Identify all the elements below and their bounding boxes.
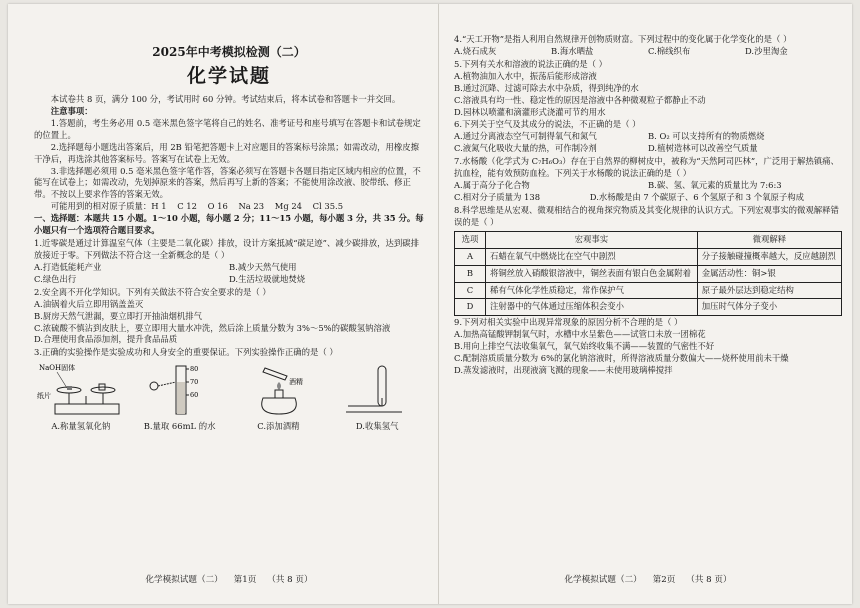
option: C.配制溶质质量分数为 6%的氯化钠溶液时，所得溶液质量分数偏大——烧杯使用前未干燥: [454, 353, 789, 364]
section-heading: 一、选择题：本题共 15 小题。1～10 小题，每小题 2 分；11～15 小题，每小题 3 分，共 35 分。每小题只有一个选项符合题目要求。: [34, 213, 424, 236]
question-2-stem: 2.安全离不开化学知识。下列有关做法不符合安全要求的是（ ）: [34, 286, 271, 297]
page-fold-divider: [438, 4, 439, 604]
note-item: 2.选择题每小题选出答案后，用 2B 铅笔把答题卡上对应题目的答案标号涂黑；如需改动，用橡皮擦干净后，再选涂其他答案标号。答案写在试卷上无效。: [34, 141, 419, 164]
option: D.沙里淘金: [745, 45, 788, 56]
atomic-masses: 可能用到的相对原子质量：H 1 C 12 O 16 Na 23 Mg 24 Cl 35.5: [50, 201, 344, 212]
tick-label: 70: [189, 378, 198, 387]
option: D.植树造林可以改善空气质量: [648, 143, 758, 154]
table-header-row: [455, 231, 842, 248]
figure-c-alcohol-lamp: [232, 362, 326, 418]
exam-intro: 本试卷共 8 页，满分 100 分，考试用时 60 分钟。考试结束后，将本试卷和答题卡一并交回。: [50, 94, 401, 104]
balance-illustration: [37, 362, 125, 418]
question-6-stem: 6.下列关于空气及其成分的说法，不正确的是（ ）: [454, 119, 641, 130]
option: B.碳、氢、氧元素的质量比为 7:6:3: [648, 180, 782, 191]
alcohol-label: 酒精: [289, 378, 304, 387]
question-8-table: [454, 231, 842, 317]
question-3-options: [34, 421, 424, 433]
naoh-label: NaOH固体: [38, 364, 75, 373]
paper-label: 纸片: [36, 392, 51, 401]
table-row: [455, 282, 842, 299]
table-cell: 加压时气体分子变小: [697, 299, 841, 316]
table-row: [455, 299, 842, 316]
gas-collection-illustration: [342, 362, 412, 418]
question-7-stem: 7.水杨酸（化学式为 C₇H₆O₃）存在于自然界的柳树皮中，被称为“天然阿司匹林”，广泛用于解热镇痛、抗血栓，能有效预防血栓。下列关于水杨酸的说法正确的是（ ）: [454, 156, 839, 179]
question-8-stem: 8.科学思维是从宏观、微观相结合的视角探究物质及其变化规律的认识方式。下列宏观事实的微观解释错误的是（ ）: [454, 204, 839, 227]
option: A.属于高分子化合物: [454, 180, 530, 191]
option: B.减少天然气使用: [229, 261, 297, 272]
option: A.油锅着火后立即用锅盖盖灭: [34, 298, 144, 309]
tick-label: 80: [189, 365, 198, 374]
option: A.通过分离液态空气可制得氧气和氮气: [454, 131, 597, 142]
option: D.收集氢气: [355, 421, 399, 432]
note-item: 1.答题前，考生务必用 0.5 毫米黑色签字笔将自己的姓名、准考证号和座号填写在答题卡和试卷规定的位置上。: [34, 117, 421, 140]
page-2: [454, 4, 842, 604]
table-cell: 石蜡在氧气中燃烧比在空气中剧烈: [485, 248, 697, 265]
option: A.烧石成灰: [454, 45, 497, 56]
exam-sheet: [8, 4, 852, 604]
option: D.蒸发滤液时，出现液滴飞溅的现象——未使用玻璃棒搅拌: [454, 365, 673, 376]
table-header: 微观解释: [697, 231, 841, 248]
page-1: [34, 4, 424, 604]
table-cell: 注射器中的气体通过压缩体积会变小: [485, 299, 697, 316]
page-footer: 化学模拟试题（二） 第2页 （共 8 页）: [564, 574, 732, 585]
option: A.加热高锰酸钾制氧气时，水槽中水呈紫色——试管口未放一团棉花: [454, 329, 706, 340]
page-footer: 化学模拟试题（二） 第1页 （共 8 页）: [145, 574, 313, 585]
question-5-stem: 5.下列有关水和溶液的说法正确的是（ ）: [454, 58, 608, 69]
question-4-stem: 4.“天工开物”是指人利用自然规律开创物质财富。下列过程中的变化属于化学变化的是（ ）: [454, 34, 792, 44]
question-1-options: [34, 262, 424, 286]
option: D.水杨酸是由 7 个碳原子、6 个氢原子和 3 个氧原子构成: [589, 191, 805, 202]
option: C.添加酒精: [257, 421, 300, 432]
option: C.溶液具有均一性、稳定性的原因是溶液中各种微观粒子都静止不动: [454, 94, 706, 105]
option: D.园林以喷灌和滴灌形式浇灌可节约用水: [454, 106, 606, 117]
table-cell: 分子接触碰撞概率越大，反应越剧烈: [697, 248, 841, 265]
table-cell: C: [455, 282, 486, 299]
option: B. O₂ 可以支持所有的物质燃烧: [648, 131, 765, 142]
alcohol-lamp-illustration: [235, 362, 321, 418]
note-item: 3.非选择题必须用 0.5 毫米黑色签字笔作答，答案必须写在答题卡各题目指定区域内相应的位置，不能写在试卷上；如需改动，先划掉原来的答案，然后再写上新的答案；不能使用涂改液、胶带纸、修正带。不按以上要求作答的答案无效。: [34, 165, 421, 200]
question-3-figures: [34, 362, 424, 418]
table-cell: D: [455, 299, 486, 316]
question-6-options: [454, 131, 842, 155]
table-cell: 稀有气体化学性质稳定，常作保护气: [485, 282, 697, 299]
graduated-cylinder-illustration: [140, 362, 220, 418]
table-cell: 原子最外层达到稳定结构: [697, 282, 841, 299]
table-cell: 金属活动性：铜>银: [697, 265, 841, 282]
notes-heading: 注意事项：: [50, 105, 93, 116]
exam-subtitle: 2025年中考模拟检测（二）: [152, 45, 306, 59]
option: B.通过沉降、过滤可除去水中杂质，得到纯净的水: [454, 82, 639, 93]
option: B.用向上排空气法收集氧气，氧气始终收集不满——装置的气密性不好: [454, 341, 715, 352]
question-1-stem: 1.近零碳是通过计算温室气体（主要是二氧化碳）排放，设计方案抵减“碳足迹”、减少碳排放，达到碳排放接近于零。下列做法不符合这一全新概念的是（ ）: [34, 238, 420, 260]
option: C.绿色出行: [34, 273, 77, 284]
figure-d-gas-collection: [330, 362, 424, 418]
table-cell: A: [455, 248, 486, 265]
figure-b-cylinder: [133, 362, 227, 418]
table-cell: B: [455, 265, 486, 282]
option: B.海水晒盐: [551, 45, 594, 56]
option: B.厨房天然气泄漏，要立即打开抽油烟机排气: [34, 310, 202, 321]
option: C.棉线织布: [648, 45, 691, 56]
option: C.液氮气化吸收大量的热，可作制冷剂: [454, 143, 597, 154]
option: A.打造低能耗产业: [34, 261, 102, 272]
table-row: [455, 248, 842, 265]
option: C.浓硫酸不慎沾到皮肤上，要立即用大量水冲洗，然后涂上质量分数为 3%～5%的碳酸氢钠溶液: [34, 322, 391, 333]
table-header: 选项: [455, 231, 486, 248]
question-7-options: [454, 180, 842, 204]
tick-label: 60: [189, 391, 198, 400]
figure-a-balance: [34, 362, 128, 418]
table-header: 宏观事实: [485, 231, 697, 248]
table-cell: 将铜丝放入硝酸银溶液中，铜丝表面有银白色金属附着: [485, 265, 697, 282]
option: D.生活垃圾就地焚烧: [229, 273, 306, 284]
exam-title: 化学试题: [186, 65, 271, 88]
question-4-options: [454, 46, 842, 58]
question-3-stem: 3.正确的实验操作是实验成功和人身安全的重要保证。下列实验操作正确的是（ ）: [34, 347, 338, 358]
option: B.量取 66mL 的水: [143, 421, 216, 432]
option: A.植物油加入水中，振荡后能形成溶液: [454, 70, 597, 81]
option: D.合理使用食品添加剂，提升食品品质: [34, 334, 178, 345]
question-9-stem: 9.下列对相关实验中出现异常现象的原因分析不合理的是（ ）: [454, 317, 683, 328]
option: C.相对分子质量为 138: [454, 191, 541, 202]
table-row: [455, 265, 842, 282]
option: A.称量氢氧化钠: [51, 421, 111, 432]
